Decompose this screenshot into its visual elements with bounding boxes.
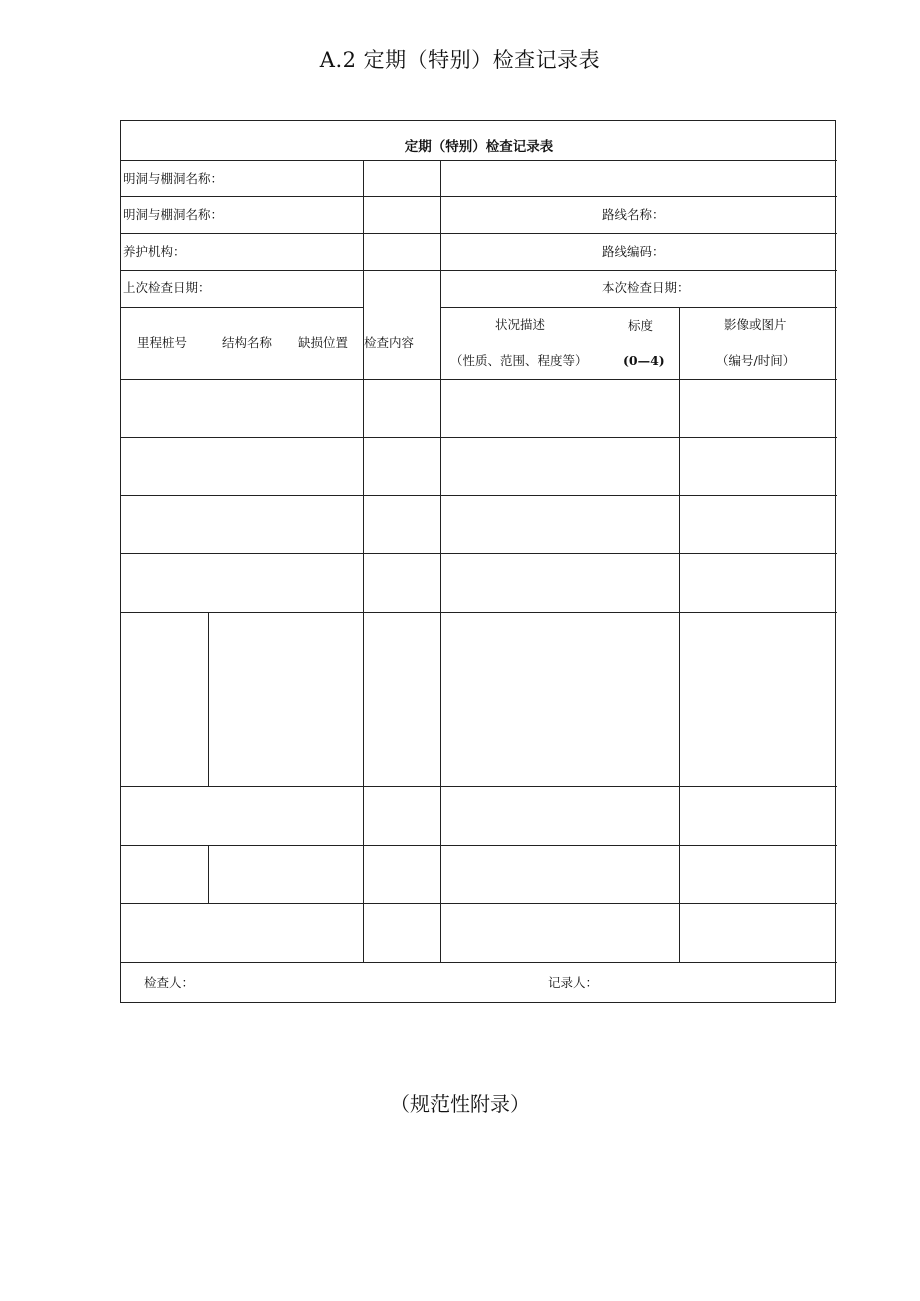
column-divider — [208, 845, 209, 903]
row-divider — [121, 903, 837, 904]
condition-description-header: 状况描述 — [495, 317, 546, 332]
row-divider — [121, 786, 837, 787]
tunnel-name-label: 明洞与棚洞名称： — [123, 171, 224, 186]
column-divider — [363, 160, 364, 962]
current-inspection-date-label: 本次检查日期： — [602, 280, 690, 295]
row-divider — [121, 437, 837, 438]
structure-name-header: 结构名称 — [222, 335, 273, 350]
condition-description-subheader: （性质、范围、程度等） — [450, 353, 588, 368]
column-divider — [208, 612, 209, 786]
row-divider — [121, 196, 837, 197]
chainage-header: 里程桩号 — [137, 335, 188, 350]
last-inspection-date-label: 上次检查日期： — [123, 280, 211, 295]
row-divider — [121, 270, 837, 271]
row-divider — [121, 553, 837, 554]
row-divider — [121, 307, 363, 308]
row-divider — [121, 612, 837, 613]
row-divider — [440, 307, 837, 308]
route-name-label: 路线名称： — [602, 207, 665, 222]
appendix-note: （规范性附录） — [390, 1092, 530, 1116]
table-heading: 定期（特别）检查记录表 — [404, 139, 554, 155]
recorder-label: 记录人： — [548, 975, 599, 990]
row-divider — [121, 495, 837, 496]
route-code-label: 路线编码： — [602, 244, 665, 259]
inspection-record-form — [120, 120, 836, 1003]
document-title: A.2 定期（特别）检查记录表 — [319, 48, 601, 72]
column-divider — [679, 307, 680, 962]
image-header: 影像或图片 — [724, 317, 787, 332]
image-subheader: （编号/时间） — [716, 353, 796, 368]
tunnel-name-label: 明洞与棚洞名称： — [123, 207, 224, 222]
scale-range-subheader: (0—4) — [623, 353, 665, 368]
inspection-content-header: 检查内容 — [364, 335, 415, 350]
row-divider — [121, 160, 837, 161]
inspector-label: 检查人： — [144, 975, 195, 990]
scale-header: 标度 — [628, 318, 654, 333]
row-divider — [121, 962, 837, 963]
column-divider — [440, 160, 441, 962]
row-divider — [121, 845, 837, 846]
maintenance-org-label: 养护机构： — [123, 244, 186, 259]
row-divider — [121, 233, 837, 234]
defect-location-header: 缺损位置 — [298, 335, 349, 350]
row-divider — [121, 379, 837, 380]
